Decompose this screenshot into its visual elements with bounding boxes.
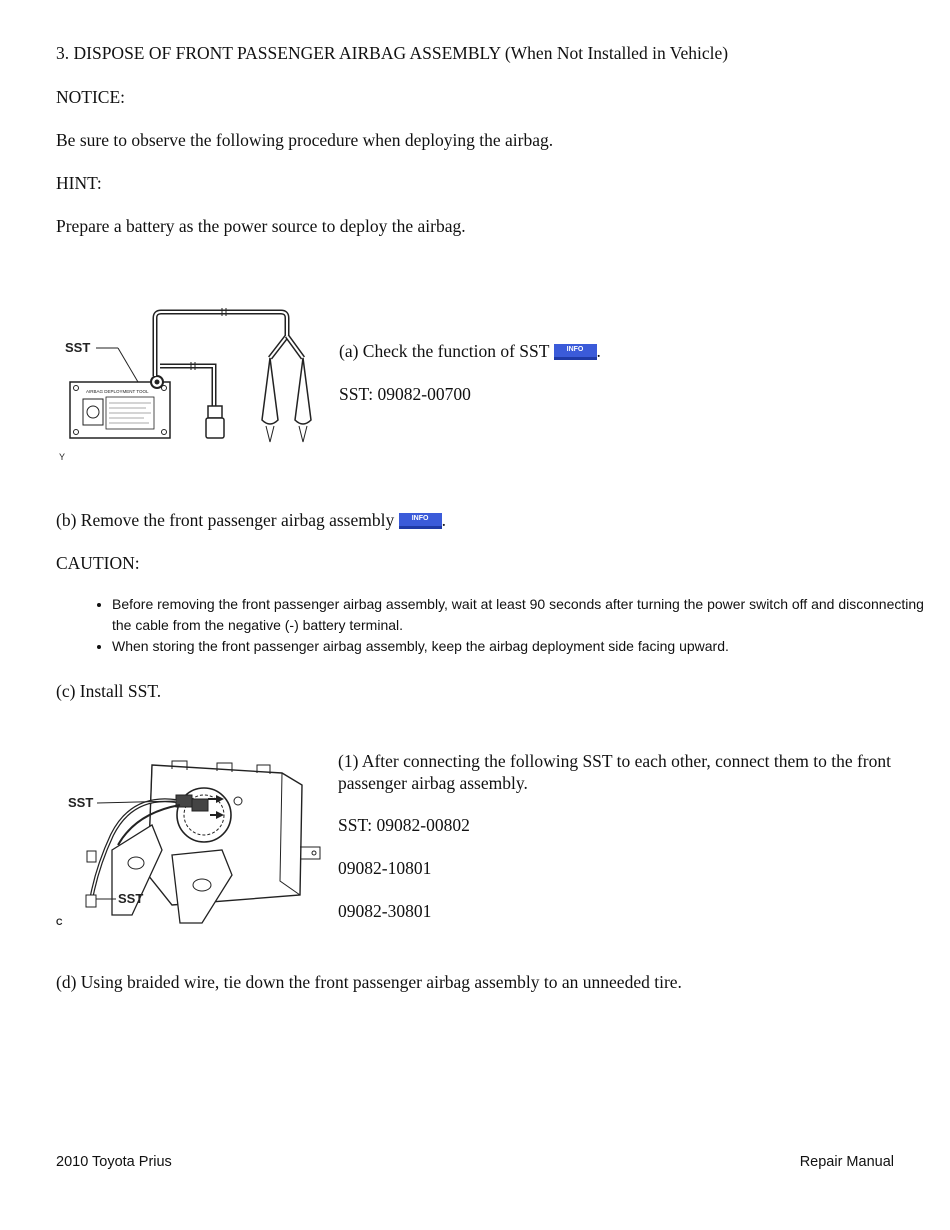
step-b-suffix: . [441, 510, 446, 530]
airbag-sst-connection-figure [52, 755, 327, 930]
step-c: (c) Install SST. [56, 681, 162, 701]
hint-text: Prepare a battery as the power source to deploy the airbag. [56, 216, 466, 236]
info-button-step-a[interactable]: INFO [554, 344, 597, 360]
step-a-sst: SST: 09082-00700 [339, 384, 471, 404]
sst-label-1: SST [68, 795, 94, 810]
figure-corner-label: Y [59, 452, 66, 462]
sst-label-2: SST [118, 891, 144, 906]
tool-label: AIRBAG DEPLOYMENT TOOL [86, 389, 149, 394]
step-a-text: (a) Check the function of SST [339, 341, 550, 361]
caution-item: • When storing the front passenger airbag assembly, keep the airbag deployment side facing upward. [112, 636, 942, 657]
caution-list [56, 594, 942, 657]
step-d: (d) Using braided wire, tie down the front passenger airbag assembly to an unneeded tire. [56, 972, 682, 992]
step-c1-sst-3: 09082-30801 [338, 901, 432, 921]
step-c1-text: (1) After connecting the following SST to each other, connect them to the front passenger airbag assembly. [338, 751, 891, 793]
footer-left: 2010 Toyota Prius [56, 1154, 172, 1170]
step-a [339, 340, 601, 362]
caution-label: CAUTION: [56, 553, 140, 573]
step-c1-sst-1: SST: 09082-00802 [338, 815, 470, 835]
info-button-step-b[interactable]: INFO [399, 513, 442, 529]
step-c1-sst-2: 09082-10801 [338, 858, 432, 878]
step-b [56, 509, 446, 531]
notice-label: NOTICE: [56, 87, 126, 107]
notice-text: Be sure to observe the following procedure when deploying the airbag. [56, 130, 554, 150]
hint-label: HINT: [56, 173, 102, 193]
section-heading: 3. DISPOSE OF FRONT PASSENGER AIRBAG ASSEMBLY (When Not Installed in Vehicle) [56, 43, 729, 63]
step-b-text: (b) Remove the front passenger airbag assembly [56, 510, 395, 530]
step-a-suffix: . [596, 341, 601, 361]
figure-corner-label: C [56, 917, 63, 927]
sst-deployment-tool-figure [56, 300, 326, 468]
caution-item: • Before removing the front passenger airbag assembly, wait at least 90 seconds after turning the power switch off and disconnecting the cable from the negative (-) battery terminal. [112, 594, 942, 636]
sst-label: SST [65, 340, 91, 355]
footer-right: Repair Manual [799, 1154, 894, 1170]
